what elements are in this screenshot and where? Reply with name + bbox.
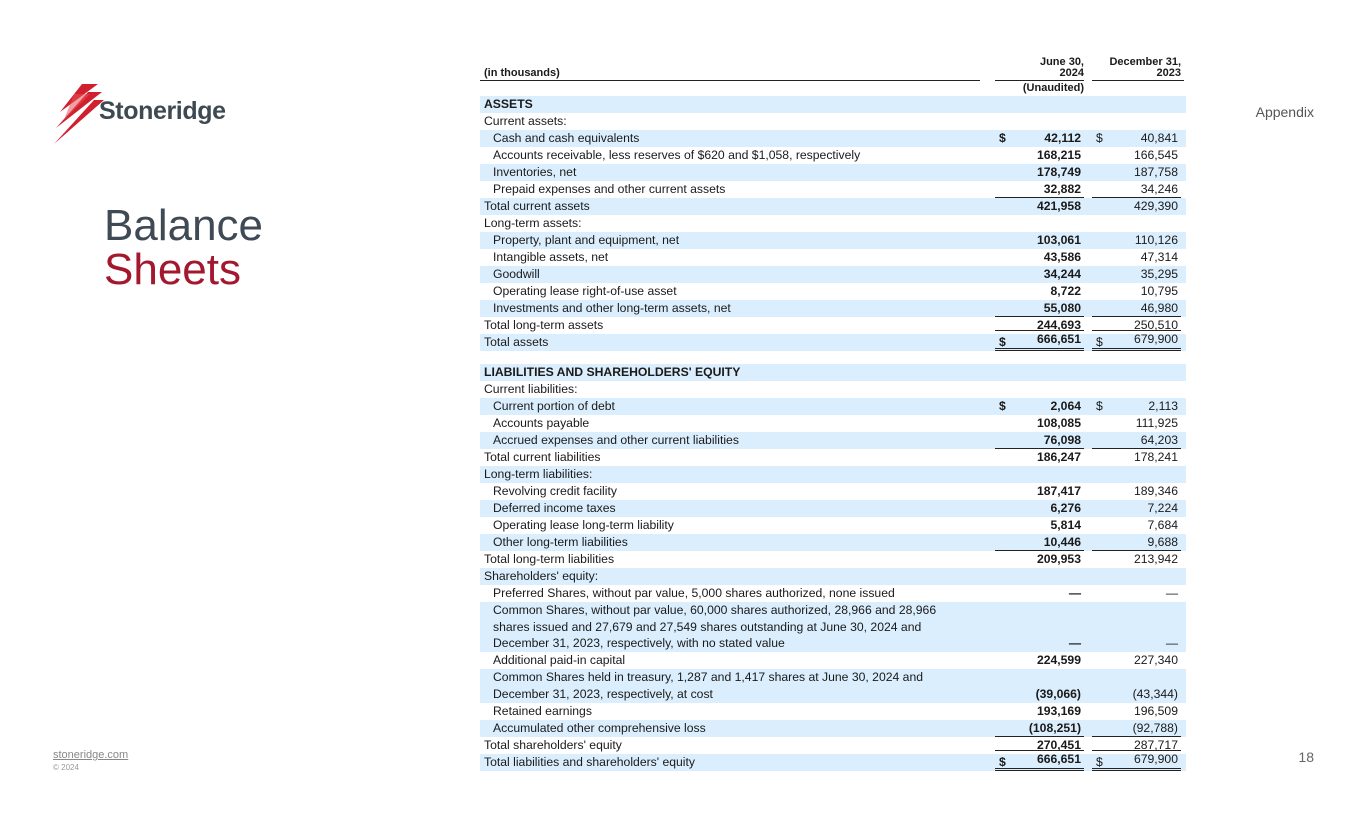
stoneridge-logo <box>52 82 226 148</box>
table-row <box>480 266 1186 283</box>
value-dec-2023: 187,758 <box>1133 165 1178 179</box>
title-line-2: Sheets <box>104 245 241 294</box>
value-june-2024: 32,882 <box>1043 182 1081 196</box>
table-row <box>480 232 1186 249</box>
value-dec-2023: (43,344) <box>1132 687 1178 701</box>
table-row <box>480 585 1186 602</box>
value-dec-2023: 47,314 <box>1140 250 1178 264</box>
currency-symbol: $ <box>1096 755 1103 769</box>
table-row <box>480 500 1186 517</box>
value-dec-2023: 213,942 <box>1092 550 1181 568</box>
value-june-2024: 10,446 <box>1043 535 1081 549</box>
row-label: Total current liabilities <box>484 450 601 464</box>
value-dec-2023: — <box>1165 586 1178 600</box>
value-june-2024: 43,586 <box>1043 250 1081 264</box>
table-row <box>480 130 1186 147</box>
value-dec-2023: 64,203 <box>1140 433 1178 447</box>
row-label: Cash and cash equivalents <box>493 131 640 145</box>
value-dec-2023: 9,688 <box>1147 535 1178 549</box>
value-june-2024: 8,722 <box>1050 284 1081 298</box>
row-label: Deferred income taxes <box>493 501 616 515</box>
table-row <box>480 398 1186 415</box>
table-row <box>480 534 1186 551</box>
title-line-1: Balance <box>104 201 264 250</box>
table-row <box>480 381 1186 398</box>
col1-header-line1: June 30, <box>1039 56 1084 68</box>
value-dec-2023: 46,980 <box>1140 301 1178 315</box>
row-label: Total current assets <box>484 199 590 213</box>
value-dec-2023: 189,346 <box>1133 484 1178 498</box>
unit-label: (in thousands) <box>484 67 560 79</box>
table-row <box>480 113 1186 130</box>
value-dec-2023: 7,684 <box>1147 518 1178 532</box>
value-june-2024: 6,276 <box>1050 501 1081 515</box>
value-june-2024: 76,098 <box>1043 433 1081 447</box>
value-june-2024: 5,814 <box>1050 518 1081 532</box>
website-link[interactable]: stoneridge.com <box>53 749 129 761</box>
value-dec-2023: 111,925 <box>1135 416 1178 430</box>
table-row <box>480 334 1186 351</box>
table-header <box>480 56 1186 81</box>
row-label: Current portion of debt <box>493 399 615 413</box>
table-row <box>480 215 1186 232</box>
currency-symbol: $ <box>999 335 1006 349</box>
page-number: 18 <box>1298 749 1314 765</box>
table-row <box>480 164 1186 181</box>
table-row <box>480 283 1186 300</box>
row-label: Other long-term liabilities <box>493 535 628 549</box>
row-label: Long-term liabilities: <box>484 467 593 481</box>
row-label: Intangible assets, net <box>493 250 609 264</box>
table-row <box>480 551 1186 568</box>
col1-header-line2: 2024 <box>1059 67 1084 79</box>
row-label: Additional paid-in capital <box>493 653 626 667</box>
table-row <box>480 181 1186 198</box>
value-june-2024: (108,251) <box>1028 721 1081 735</box>
row-label: Accrued expenses and other current liabilities <box>493 433 739 447</box>
currency-symbol: $ <box>1096 131 1103 145</box>
table-row <box>480 754 1186 771</box>
value-dec-2023: 178,241 <box>1092 448 1181 466</box>
row-label: Total long-term assets <box>484 318 604 332</box>
value-dec-2023: 227,340 <box>1133 653 1178 667</box>
value-june-2024: — <box>1068 636 1081 650</box>
table-row <box>480 568 1186 585</box>
value-june-2024: 193,169 <box>1036 704 1081 718</box>
row-label: Accumulated other comprehensive loss <box>493 721 706 735</box>
row-label: Investments and other long-term assets, net <box>493 301 731 315</box>
value-dec-2023: 250,510 <box>1092 316 1181 334</box>
balance-sheet-table <box>480 56 1186 771</box>
table-row <box>480 602 1186 652</box>
col2-header-line2: 2023 <box>1156 67 1181 79</box>
row-label: Common Shares, without par value, 60,000 shares authorized, 28,966 and 28,966 shares issued and 27,679 and 27,549 shares outstanding at June 30, 2024 and December 31, 2023, respectively, with no stated value <box>493 603 937 650</box>
value-june-2024: 34,244 <box>1043 267 1081 281</box>
col2-header-line1: December 31, <box>1109 56 1181 68</box>
table-row <box>480 415 1186 432</box>
row-label: Goodwill <box>493 267 540 281</box>
currency-symbol: $ <box>999 399 1006 413</box>
currency-symbol: $ <box>1096 335 1103 349</box>
value-dec-2023: (92,788) <box>1132 721 1178 735</box>
table-row <box>480 351 1186 364</box>
row-label: Common Shares held in treasury, 1,287 and 1,417 shares at June 30, 2024 and December 31, 2023, respectively, at cost <box>493 670 924 701</box>
row-label: Inventories, net <box>493 165 577 179</box>
value-dec-2023: 679,900 <box>1092 750 1181 771</box>
table-row <box>480 703 1186 720</box>
row-label: ASSETS <box>484 97 533 111</box>
value-dec-2023: 35,295 <box>1140 267 1178 281</box>
logo-wordmark: Stoneridge <box>99 97 226 125</box>
section-label: Appendix <box>1255 104 1314 120</box>
value-june-2024: 270,451 <box>995 736 1084 754</box>
page-title <box>104 201 264 294</box>
row-label: Current assets: <box>484 114 567 128</box>
table-row <box>480 449 1186 466</box>
row-label: Property, plant and equipment, net <box>493 233 680 247</box>
value-june-2024: 2,064 <box>1050 399 1081 413</box>
value-june-2024: 108,085 <box>1036 416 1081 430</box>
value-dec-2023: 679,900 <box>1092 330 1181 351</box>
value-june-2024: 209,953 <box>995 550 1084 568</box>
value-june-2024: 178,749 <box>1036 165 1081 179</box>
row-label: Accounts receivable, less reserves of $620 and $1,058, respectively <box>493 148 861 162</box>
row-label: LIABILITIES AND SHAREHOLDERS' EQUITY <box>484 365 741 379</box>
currency-symbol: $ <box>1096 399 1103 413</box>
table-row <box>480 652 1186 669</box>
table-row <box>480 432 1186 449</box>
table-row <box>480 466 1186 483</box>
table-row <box>480 147 1186 164</box>
value-dec-2023: 2,113 <box>1148 399 1178 413</box>
row-label: Total shareholders' equity <box>484 738 622 752</box>
row-label: Total long-term liabilities <box>484 552 615 566</box>
currency-symbol: $ <box>999 755 1006 769</box>
value-dec-2023: 34,246 <box>1140 182 1178 196</box>
value-june-2024: 103,061 <box>1036 233 1081 247</box>
row-label: Total assets <box>484 335 549 349</box>
row-label: Shareholders' equity: <box>484 569 599 583</box>
table-row <box>480 364 1186 381</box>
row-label: Current liabilities: <box>484 382 578 396</box>
unaudited-note: (Unaudited) <box>1022 82 1084 94</box>
value-dec-2023: 166,545 <box>1133 148 1178 162</box>
value-june-2024: 421,958 <box>995 197 1084 215</box>
table-row <box>480 669 1186 703</box>
table-row <box>480 198 1186 215</box>
table-row <box>480 249 1186 266</box>
copyright: © 2024 <box>53 763 79 772</box>
row-label: Preferred Shares, without par value, 5,000 shares authorized, none issued <box>493 586 895 600</box>
row-label: Retained earnings <box>493 704 592 718</box>
row-label: Operating lease right-of-use asset <box>493 284 677 298</box>
col-header-june-2024 <box>995 57 1084 79</box>
col-header-dec-2023 <box>1092 57 1181 79</box>
table-row <box>480 517 1186 534</box>
table-row <box>480 720 1186 737</box>
value-dec-2023: 196,509 <box>1133 704 1178 718</box>
value-june-2024: 187,417 <box>1036 484 1081 498</box>
value-june-2024: 224,599 <box>1036 653 1081 667</box>
value-dec-2023: 287,717 <box>1092 736 1181 754</box>
currency-symbol: $ <box>999 131 1006 145</box>
value-june-2024: 666,651 <box>995 750 1084 771</box>
table-row <box>480 300 1186 317</box>
row-label: Prepaid expenses and other current assets <box>493 182 726 196</box>
value-june-2024: 666,651 <box>995 330 1084 351</box>
value-dec-2023: — <box>1165 636 1178 650</box>
row-label: Long-term assets: <box>484 216 582 230</box>
value-dec-2023: 40,841 <box>1140 131 1178 145</box>
value-june-2024: 186,247 <box>995 448 1084 466</box>
value-june-2024: 244,693 <box>995 316 1084 334</box>
row-label: Operating lease long-term liability <box>493 518 674 532</box>
value-june-2024: — <box>1068 586 1081 600</box>
value-june-2024: 168,215 <box>1036 148 1081 162</box>
value-dec-2023: 10,795 <box>1140 284 1178 298</box>
value-june-2024: 42,112 <box>1044 131 1081 145</box>
value-june-2024: 55,080 <box>1043 301 1081 315</box>
value-dec-2023: 7,224 <box>1147 501 1178 515</box>
table-row <box>480 483 1186 500</box>
value-dec-2023: 429,390 <box>1092 197 1181 215</box>
row-label: Revolving credit facility <box>493 484 617 498</box>
unaudited-row <box>480 81 1186 96</box>
value-june-2024: (39,066) <box>1035 687 1081 701</box>
value-dec-2023: 110,126 <box>1134 233 1178 247</box>
table-row <box>480 96 1186 113</box>
row-label: Accounts payable <box>493 416 590 430</box>
table-body <box>480 96 1186 771</box>
row-label: Total liabilities and shareholders' equity <box>484 755 695 769</box>
